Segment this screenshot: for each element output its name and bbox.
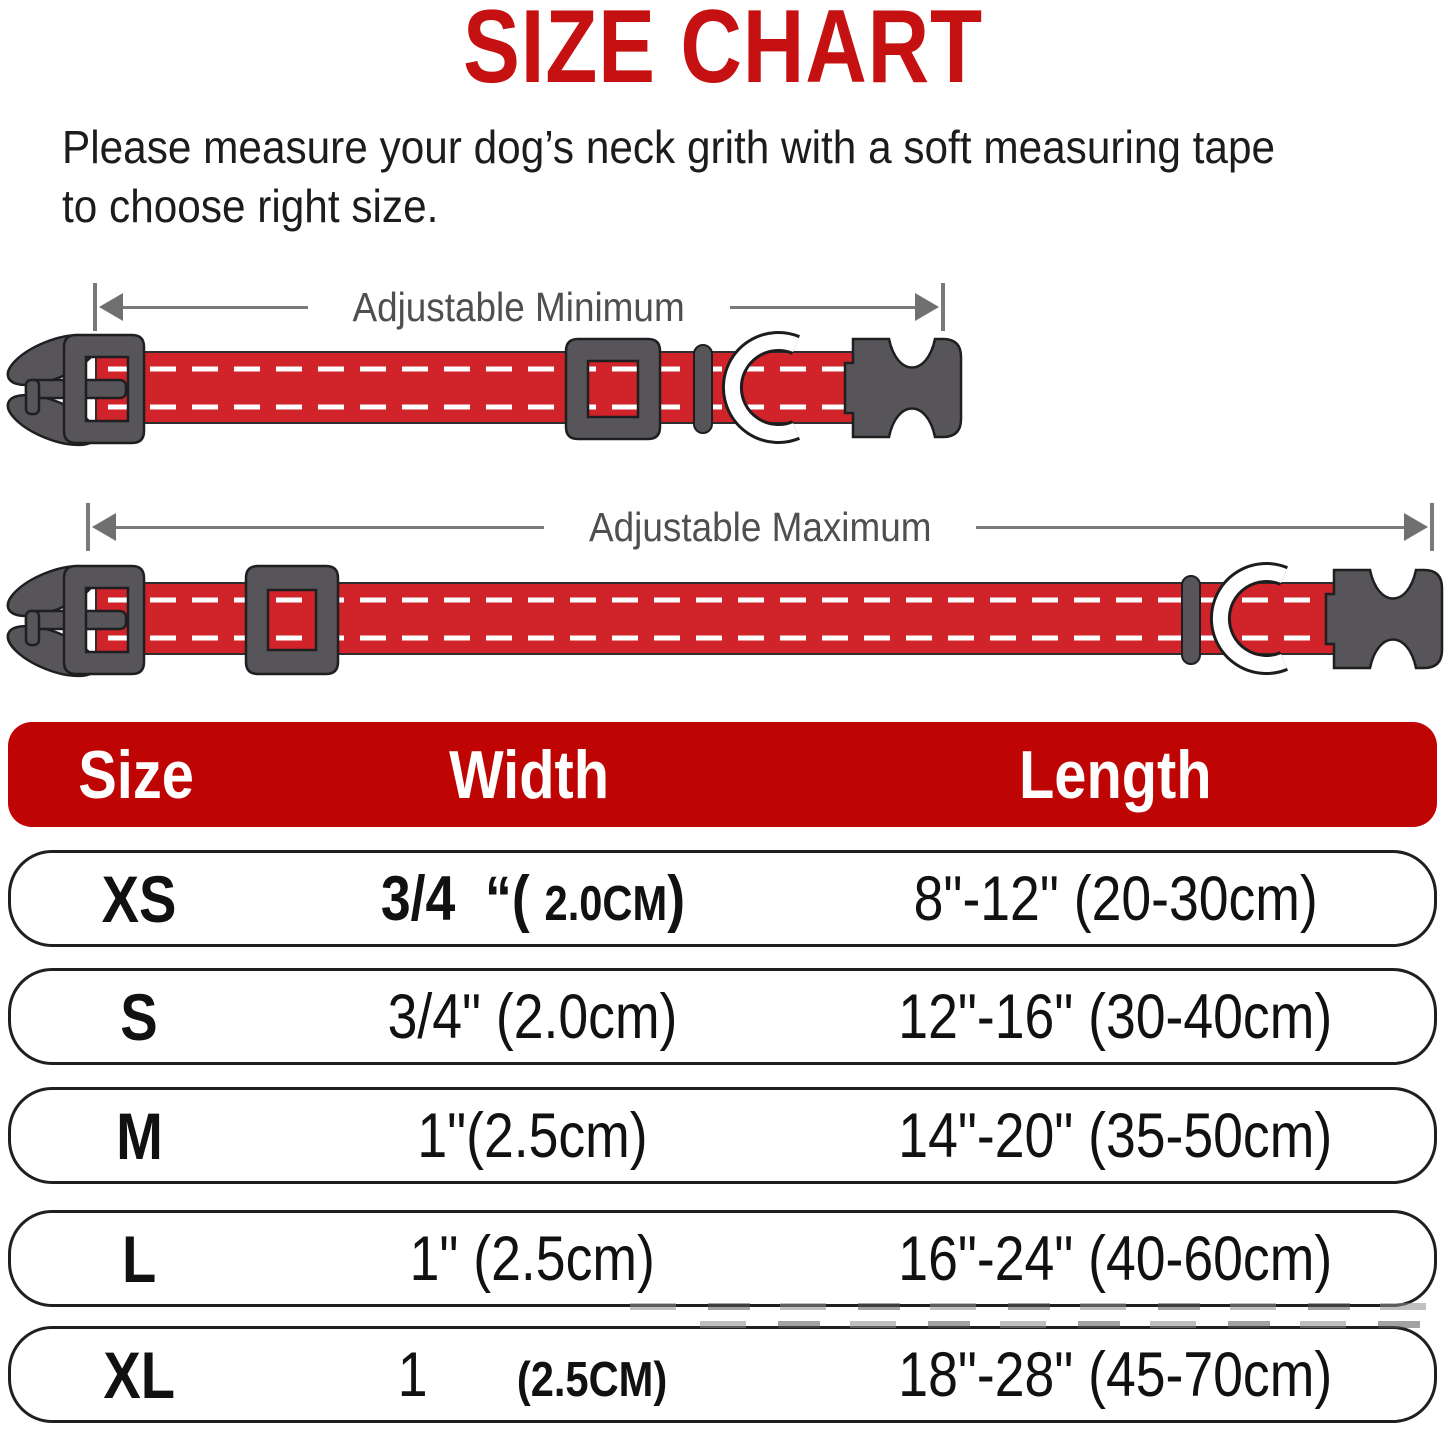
arrow-end-tick	[1430, 503, 1434, 551]
keeper-loop-icon	[1182, 576, 1200, 664]
table-row-xs	[8, 850, 1437, 947]
length-value: 18"-28" (45-70cm)	[898, 1339, 1333, 1410]
adjustable-maximum-arrow	[86, 503, 1434, 551]
watermark-artifact	[700, 1321, 1437, 1328]
arrow-right-head-icon	[1404, 513, 1428, 541]
male-buckle-icon	[1, 325, 144, 455]
width-value: 3/4 “( 2.0CM)	[380, 863, 685, 934]
intro-text	[62, 118, 1432, 236]
length-value: 14"-20" (35-50cm)	[898, 1100, 1333, 1171]
table-row-l	[8, 1210, 1437, 1307]
header-size: Size	[78, 736, 195, 813]
width-value: 1 (2.5CM)	[397, 1339, 668, 1410]
female-buckle-icon	[1326, 570, 1442, 668]
arrow-end-tick	[86, 503, 90, 551]
header-length: Length	[1019, 736, 1212, 813]
collar-strap	[96, 352, 880, 423]
width-value: 1"(2.5cm)	[417, 1100, 648, 1171]
size-value: S	[120, 979, 159, 1054]
length-value: 12"-16" (30-40cm)	[898, 981, 1333, 1052]
size-value: L	[122, 1221, 157, 1296]
length-value: 16"-24" (40-60cm)	[898, 1223, 1333, 1294]
arrow-end-tick	[93, 283, 97, 331]
arrow-right-head-icon	[915, 293, 939, 321]
collar-minimum-illustration	[0, 333, 970, 447]
watermark-artifact	[630, 1303, 1437, 1310]
collar-maximum-illustration	[0, 564, 1445, 678]
adjustable-maximum-label: Adjustable Maximum	[588, 503, 932, 550]
adjustable-minimum-label: Adjustable Minimum	[352, 283, 686, 330]
table-row-s	[8, 968, 1437, 1065]
header-width: Width	[449, 736, 610, 813]
length-value: 8"-12" (20-30cm)	[913, 863, 1318, 934]
width-value: 1" (2.5cm)	[409, 1223, 656, 1294]
size-value: XS	[102, 861, 177, 936]
adjustable-minimum-arrow	[93, 283, 945, 331]
keeper-loop-icon	[694, 345, 712, 433]
arrow-end-tick	[941, 283, 945, 331]
size-value: XL	[103, 1337, 176, 1412]
male-buckle-icon	[1, 556, 144, 686]
arrow-shaft	[123, 306, 308, 309]
page-title-text: SIZE CHART	[462, 0, 983, 105]
table-row-xl	[8, 1326, 1437, 1423]
width-value: 3/4" (2.0cm)	[387, 981, 678, 1052]
female-buckle-icon	[845, 339, 961, 437]
size-value: M	[116, 1098, 163, 1173]
collar-strap	[96, 583, 1336, 654]
table-header	[8, 722, 1437, 827]
intro-line-2: to choose right size.	[62, 179, 439, 232]
arrow-shaft	[116, 526, 544, 529]
page-title	[0, 0, 1445, 107]
arrow-left-head-icon	[92, 513, 116, 541]
intro-line-1: Please measure your dog’s neck grith with a soft measuring tape	[62, 121, 1276, 173]
arrow-left-head-icon	[99, 293, 123, 321]
arrow-shaft	[976, 526, 1404, 529]
table-row-m	[8, 1087, 1437, 1184]
arrow-shaft	[730, 306, 915, 309]
